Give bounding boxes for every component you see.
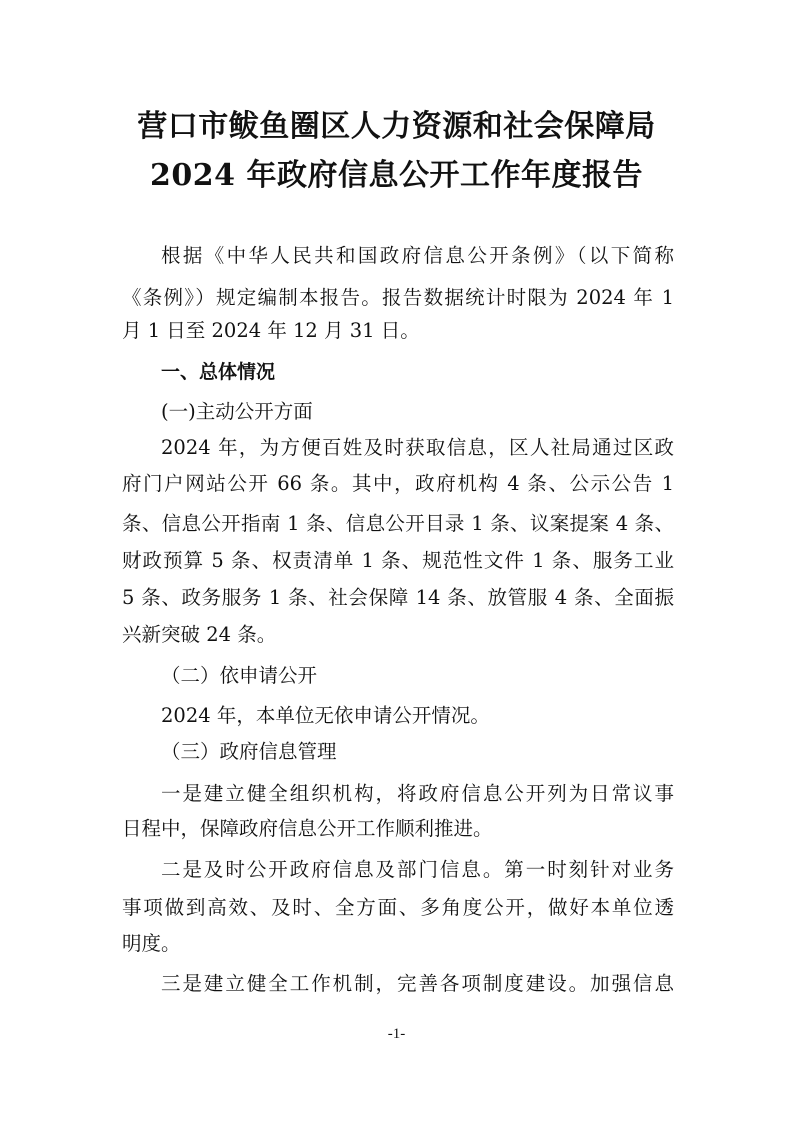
- intro-line: 根据《中华人民共和国政府信息公开条例》（以下简称: [161, 244, 674, 267]
- document-title-line-2: 2024 年政府信息公开工作年度报告: [150, 158, 643, 193]
- document-title-line-1: 营口市鲅鱼圈区人力资源和社会保障局: [137, 109, 656, 144]
- intro-line: 《条例》）规定编制本报告。报告数据统计时限为 2024 年 1: [122, 286, 674, 309]
- paragraph-line: 条、信息公开指南 1 条、信息公开目录 1 条、议案提案 4 条、: [122, 512, 674, 535]
- paragraph-line: 5 条、政务服务 1 条、社会保障 14 条、放管服 4 条、全面振: [122, 586, 674, 609]
- paragraph-line: 2024 年，为方便百姓及时获取信息，区人社局通过区政: [161, 436, 674, 459]
- paragraph-line: 事项做到高效、及时、全方面、多角度公开，做好本单位透: [122, 896, 674, 919]
- paragraph-line: 日程中，保障政府信息公开工作顺利推进。: [122, 817, 493, 840]
- paragraph-line: 财政预算 5 条、权责清单 1 条、规范性文件 1 条、服务工业: [122, 549, 674, 572]
- paragraph-line: 三是建立健全工作机制，完善各项制度建设。加强信息: [161, 972, 674, 995]
- subsection-heading: (一)主动公开方面: [161, 400, 313, 423]
- paragraph-line: 府门户网站公开 66 条。其中，政府机构 4 条、公示公告 1: [122, 472, 674, 495]
- intro-line: 月 1 日至 2024 年 12 月 31 日。: [122, 319, 420, 342]
- paragraph-line: 2024 年，本单位无依申请公开情况。: [161, 704, 490, 727]
- paragraph-line: 明度。: [122, 932, 181, 955]
- paragraph-line: 二是及时公开政府信息及部门信息。第一时刻针对业务: [161, 858, 674, 881]
- subsection-heading: （二）依申请公开: [161, 664, 318, 687]
- subsection-heading: （三）政府信息管理: [161, 740, 337, 763]
- paragraph-line: 兴新突破 24 条。: [122, 623, 277, 646]
- paragraph-line: 一是建立健全组织机构，将政府信息公开列为日常议事: [161, 782, 674, 805]
- page-number: -1-: [387, 1026, 406, 1042]
- section-heading: 一、总体情况: [161, 361, 276, 383]
